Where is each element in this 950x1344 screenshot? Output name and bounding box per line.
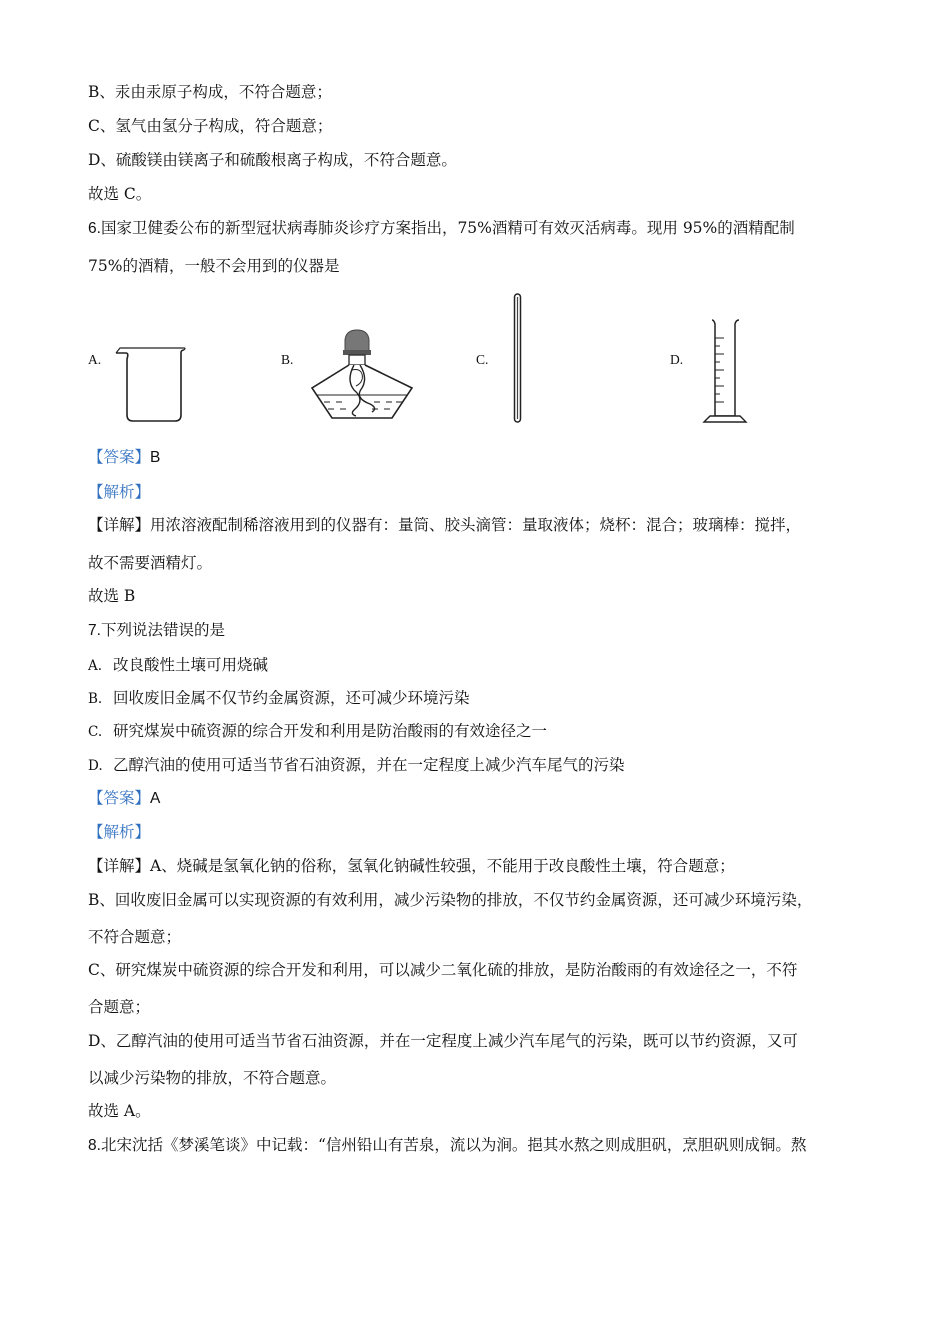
q7-analysis-tag: 【解析】 [88,823,151,841]
q8-stem [88,1135,806,1156]
q7-detail-b-line1: B、回收废旧金属可以实现资源的有效利用，减少污染物的排放，不仅节约金属资源，还可减少环境污染， [88,891,813,909]
q8-number: 8. [88,1137,101,1154]
alcohol-lamp-icon [310,330,414,426]
q7-detail-tag: 【详解】 [88,857,151,875]
q7-stem [88,620,225,641]
q8-stem-text: 北宋沈括《梦溪笔谈》中记载：“信州铅山有苦泉，流以为涧。挹其水熬之则成胆矾，烹胆矾则成铜。熬 [100,1136,807,1154]
q6-option-c-label: C. [476,352,489,367]
q7-option-a-text: 改良酸性土壤可用烧碱 [113,656,269,674]
q7-answer-value: A [150,790,161,807]
q7-choice: 故选 A。 [88,1102,151,1120]
q6-detail-line1 [88,515,801,535]
q5-choice: 故选 C。 [88,185,152,203]
q7-detail-c-line2: 合题意； [88,998,151,1016]
q7-option-b-text: 回收废旧金属不仅节约金属资源，还可减少环境污染 [113,689,470,707]
q6-option-b-label: B. [281,352,294,367]
q6-answer-tag: 【答案】 [88,448,151,466]
beaker-icon [112,345,192,425]
q6-choice: 故选 B [88,587,136,605]
q6-stem-line1 [88,218,795,239]
q7-answer [88,788,160,809]
q6-stem-line2: 75%的酒精，一般不会用到的仪器是 [88,257,340,275]
q7-option-d-text: 乙醇汽油的使用可适当节省石油资源，并在一定程度上减少汽车尾气的污染 [113,756,625,774]
q7-option-a [88,655,268,676]
q7-option-d-label: D. [88,758,103,774]
q7-detail-b-line2: 不符合题意； [88,928,182,946]
q6-detail-text1: 用浓溶液配制稀溶液用到的仪器有：量筒、胶头滴管：量取液体；烧杯：混合；玻璃棒：搅拌， [150,516,802,534]
q6-detail-line2: 故不需要酒精灯。 [88,554,213,572]
q6-analysis-tag: 【解析】 [88,483,151,501]
q7-option-b-label: B. [88,691,103,707]
q6-number: 6. [88,220,101,237]
q7-option-b [88,688,470,709]
q7-option-c-text: 研究煤炭中硫资源的综合开发和利用是防治酸雨的有效途径之一 [113,722,548,740]
q7-option-a-label: A. [88,658,103,674]
q7-option-c [88,721,547,742]
q5-option-b-explanation: B、汞由汞原子构成，不符合题意； [88,83,332,101]
q7-option-d [88,755,625,776]
q6-stem-text1: 国家卫健委公布的新型冠状病毒肺炎诊疗方案指出，75%酒精可有效灭活病毒。现用 95%的酒精配制 [100,219,795,237]
q6-option-a-label: A. [88,352,102,367]
q6-answer [88,447,160,468]
q7-detail-d-line2: 以减少污染物的排放，不符合题意。 [88,1069,337,1087]
q7-detail-a [88,856,735,876]
q6-option-d-label: D. [670,352,684,367]
glass-rod-icon [513,293,523,423]
q7-option-c-label: C. [88,724,103,740]
q6-answer-value: B [150,449,161,466]
q7-detail-a-text: A、烧碱是氢氧化钠的俗称，氢氧化钠碱性较强，不能用于改良酸性土壤，符合题意； [150,857,735,875]
q7-number: 7. [88,622,101,639]
q7-detail-c-line1: C、研究煤炭中硫资源的综合开发和利用，可以减少二氧化硫的排放，是防治酸雨的有效途径之一，不符 [88,961,798,979]
q6-detail-tag: 【详解】 [88,516,151,534]
q5-option-c-explanation: C、氢气由氢分子构成，符合题意； [88,117,333,135]
q7-detail-d-line1: D、乙醇汽油的使用可适当节省石油资源，并在一定程度上减少汽车尾气的污染，既可以节约资源，又可 [88,1032,798,1050]
graduated-cylinder-icon [700,318,750,428]
q7-answer-tag: 【答案】 [88,789,151,807]
q5-option-d-explanation: D、硫酸镁由镁离子和硫酸根离子构成，不符合题意。 [88,151,457,169]
q7-stem-text: 下列说法错误的是 [100,621,225,639]
